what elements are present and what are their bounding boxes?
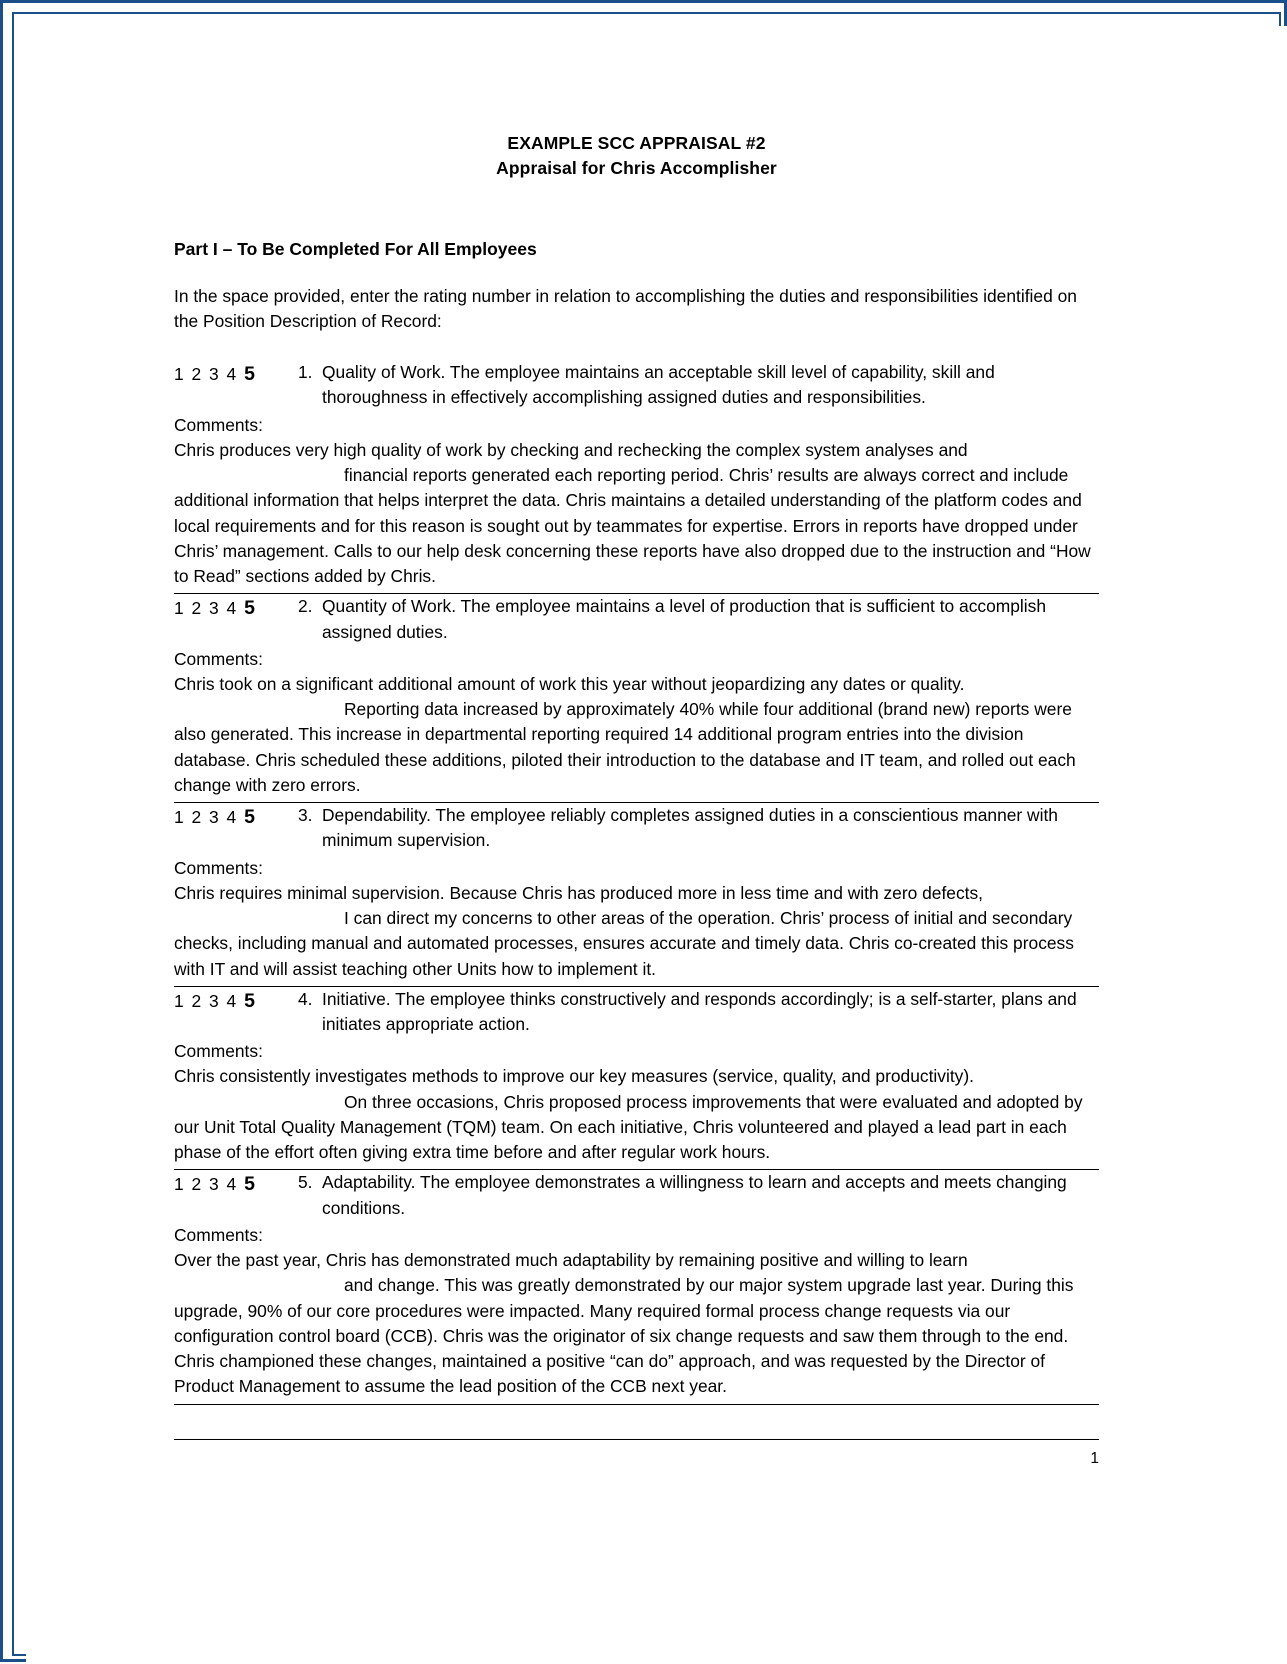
comments-body (174, 438, 1099, 589)
rating-item-header (174, 803, 1099, 853)
document-page (26, 26, 1287, 1664)
rating-item-number: 1. (298, 362, 313, 383)
rating-item (174, 803, 1099, 987)
page-number: 1 (1090, 1449, 1099, 1467)
rating-scale[interactable] (174, 594, 276, 622)
rating-option-1[interactable]: 1 (174, 364, 186, 385)
comments-first-line: Chris produces very high quality of work by checking and rechecking the complex system analyses and (174, 439, 968, 460)
rating-option-4[interactable]: 4 (226, 1174, 238, 1195)
rating-scale[interactable] (174, 803, 276, 831)
comments-rest: Reporting data increased by approximately 40% while four additional (brand new) reports were also generated. This increase in departmental reporting required 14 additional program entries into the division database. Chris scheduled these additions, piloted their introduction to the database and IT team, and rolled out each change with zero errors. (174, 699, 1076, 795)
rating-item-number: 5. (298, 1172, 313, 1193)
rating-option-5-selected[interactable]: 5 (244, 363, 257, 386)
rating-scale[interactable] (174, 1170, 276, 1198)
comments-body (174, 672, 1099, 798)
rating-option-1[interactable]: 1 (174, 990, 186, 1011)
rating-item-header (174, 1170, 1099, 1220)
rating-scale[interactable] (174, 360, 276, 388)
rating-option-2[interactable]: 2 (191, 364, 203, 385)
rating-option-2[interactable]: 2 (191, 807, 203, 828)
rating-item-header (174, 360, 1099, 410)
rating-items-list (174, 360, 1099, 1404)
section-heading: Part I – To Be Completed For All Employees (174, 238, 537, 259)
rating-option-5-selected[interactable]: 5 (244, 1173, 257, 1196)
rating-scale[interactable] (174, 987, 276, 1015)
comments-body (174, 1248, 1099, 1399)
comments-label: Comments: (174, 857, 263, 878)
rating-item (174, 987, 1099, 1171)
title-line-2: Appraisal for Chris Accomplisher (496, 157, 777, 178)
comments-first-line: Chris consistently investigates methods to improve our key measures (service, quality, and productivity). (174, 1066, 974, 1087)
title-line-1: EXAMPLE SCC APPRAISAL #2 (507, 133, 766, 153)
rating-option-3[interactable]: 3 (209, 990, 221, 1011)
page-title (174, 131, 1099, 181)
rating-option-1[interactable]: 1 (174, 1174, 186, 1195)
rating-item (174, 1170, 1099, 1404)
rating-item-text: Adaptability. The employee demonstrates a willingness to learn and accepts and meets changing conditions. (322, 1172, 1067, 1218)
comments-first-line: Chris requires minimal supervision. Because Chris has produced more in less time and with zero defects, (174, 882, 984, 903)
footer-divider (174, 1439, 1099, 1440)
rating-item-text: Quality of Work. The employee maintains an acceptable skill level of capability, skill and thoroughness in effectively accomplishing assigned duties and responsibilities. (322, 362, 995, 408)
comments-rest: On three occasions, Chris proposed process improvements that were evaluated and adopted by our Unit Total Quality Management (TQM) team. On each initiative, Chris volunteered and played a lead part in each phase of the effort often giving extra time before and after regular work hours. (174, 1091, 1083, 1163)
rating-option-5-selected[interactable]: 5 (244, 806, 257, 829)
rating-item-header (174, 987, 1099, 1037)
rating-item-text: Quantity of Work. The employee maintains a level of production that is sufficient to accomplish assigned duties. (322, 596, 1047, 642)
comments-label: Comments: (174, 1041, 263, 1062)
comments-rest: and change. This was greatly demonstrated by our major system upgrade last year. During this upgrade, 90% of our core procedures were impacted. Many required formal process change requests via our configuration control board (CCB). Chris was the originator of six change requests and saw them through to the end. Chris championed these changes, maintained a positive “can do” approach, and was requested by the Director of Product Management to assume the lead position of the CCB next year. (174, 1275, 1074, 1397)
document-content (174, 131, 1099, 1468)
rating-option-3[interactable]: 3 (209, 598, 221, 619)
rating-option-4[interactable]: 4 (226, 364, 238, 385)
rating-option-1[interactable]: 1 (174, 807, 186, 828)
rating-option-4[interactable]: 4 (226, 990, 238, 1011)
comments-label: Comments: (174, 648, 263, 669)
rating-option-1[interactable]: 1 (174, 598, 186, 619)
rating-option-3[interactable]: 3 (209, 807, 221, 828)
comments-first-line: Chris took on a significant additional amount of work this year without jeopardizing any dates or quality. (174, 673, 965, 694)
rating-item (174, 360, 1099, 594)
rating-option-4[interactable]: 4 (226, 807, 238, 828)
rating-option-4[interactable]: 4 (226, 598, 238, 619)
comments-label: Comments: (174, 1224, 263, 1245)
rating-option-3[interactable]: 3 (209, 1174, 221, 1195)
comments-rest: I can direct my concerns to other areas of the operation. Chris’ process of initial and secondary checks, including manual and automated processes, ensures accurate and timely data. Chris co-created this process with IT and will assist teaching other Units how to implement it. (174, 908, 1074, 979)
rating-option-5-selected[interactable]: 5 (244, 989, 257, 1012)
document-inner-border (12, 12, 1281, 1656)
comments-body (174, 881, 1099, 982)
comments-first-line: Over the past year, Chris has demonstrated much adaptability by remaining positive and willing to learn (174, 1250, 968, 1271)
rating-item-number: 2. (298, 596, 313, 617)
rating-option-2[interactable]: 2 (191, 598, 203, 619)
rating-option-5-selected[interactable]: 5 (244, 597, 257, 620)
rating-item-text: Dependability. The employee reliably completes assigned duties in a conscientious manner with minimum supervision. (322, 805, 1058, 851)
comments-rest: financial reports generated each reporting period. Chris’ results are always correct and include additional information that helps interpret the data. Chris maintains a detailed understanding of the platform codes and local requirements and for this reason is sought out by teammates for expertise. Errors in reports have dropped under Chris’ management. Calls to our help desk concerning these reports have also dropped due to the instruction and “How to Read” sections added by Chris. (174, 465, 1091, 587)
rating-item-header (174, 594, 1099, 644)
rating-item-number: 3. (298, 805, 313, 826)
comments-label: Comments: (174, 414, 263, 435)
comments-body (174, 1064, 1099, 1165)
rating-item-text: Initiative. The employee thinks constructively and responds accordingly; is a self-starter, plans and initiates appropriate action. (322, 988, 1077, 1035)
rating-item (174, 594, 1099, 803)
rating-option-2[interactable]: 2 (191, 990, 203, 1011)
rating-item-number: 4. (298, 988, 313, 1009)
rating-option-3[interactable]: 3 (209, 364, 221, 385)
rating-option-2[interactable]: 2 (191, 1174, 203, 1195)
intro-paragraph: In the space provided, enter the rating number in relation to accomplishing the duties and responsibilities identified on the Position Description of Record: (174, 285, 1077, 331)
